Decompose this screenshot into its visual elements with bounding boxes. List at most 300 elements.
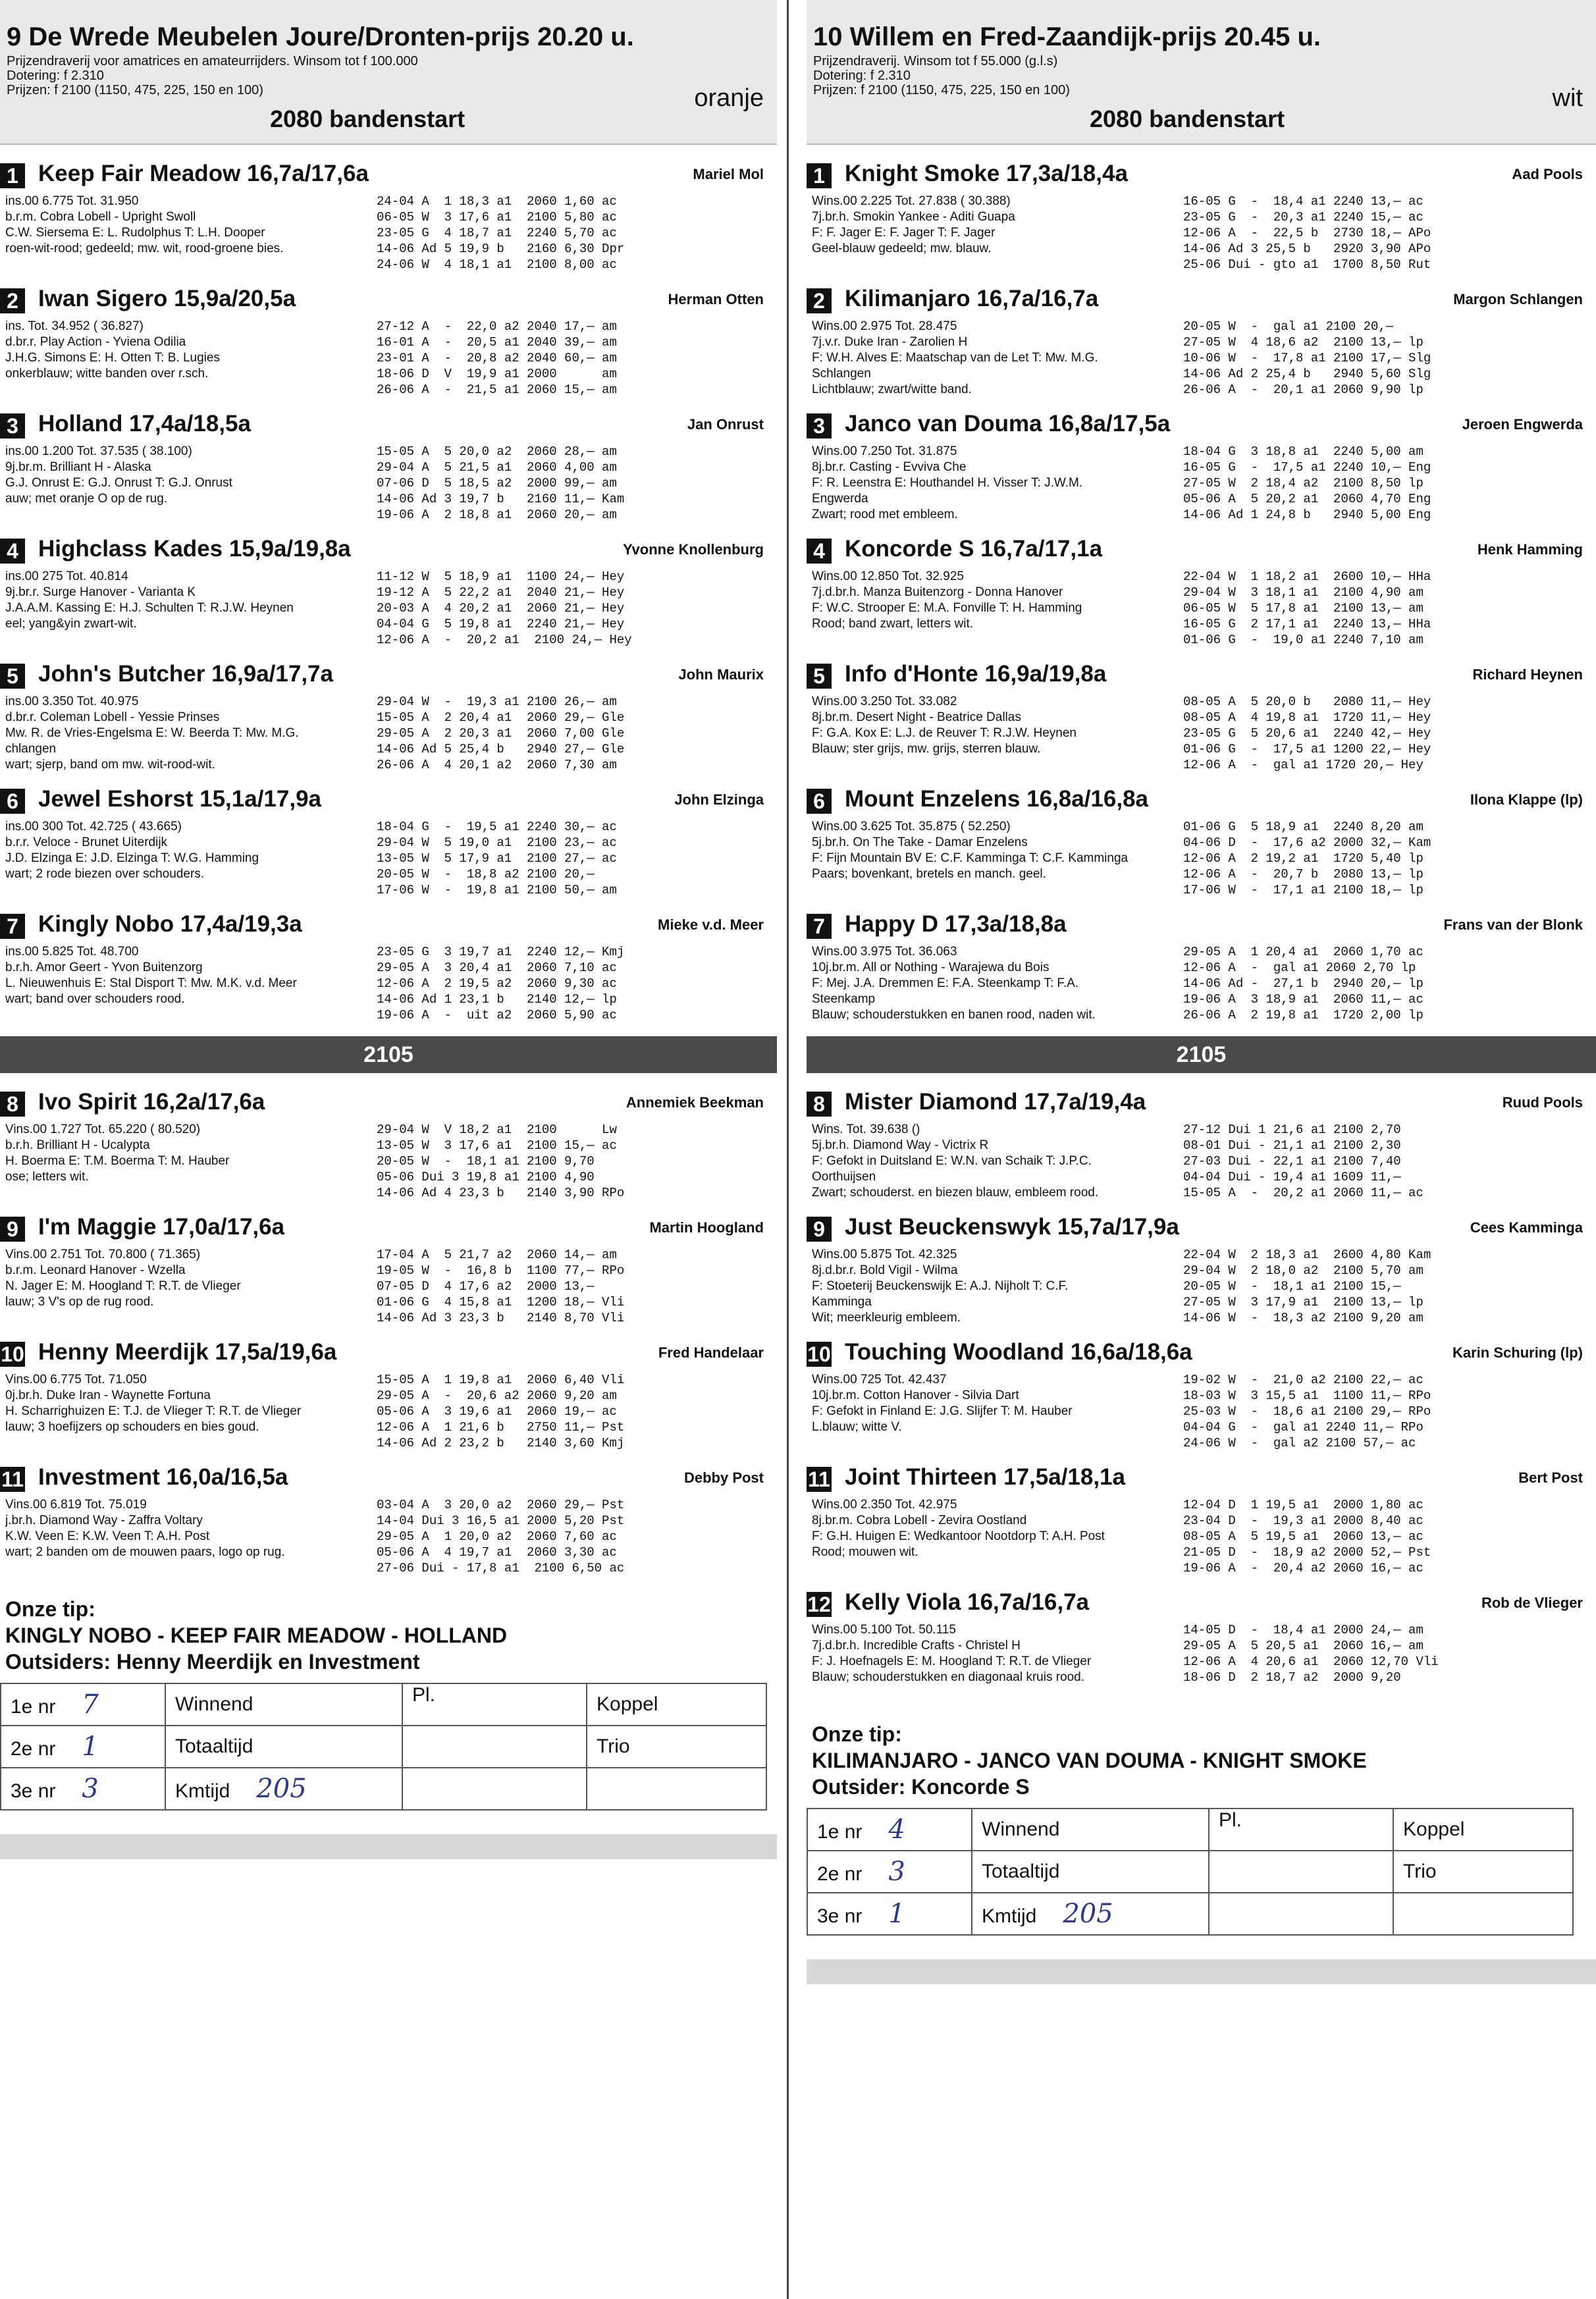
performance-line: 29-05 A 5 20,5 a1 2060 16,— am — [1183, 1639, 1423, 1653]
horse-entry — [0, 1211, 777, 1336]
performance-line: 12-04 D 1 19,5 a1 2000 1,80 ac — [1183, 1498, 1423, 1512]
horse-info-line: d.br.r. Coleman Lobell - Yessie Prinses — [5, 710, 220, 724]
horse-info-line: F: Fijn Mountain BV E: C.F. Kamminga T: C.F. Kamminga — [812, 851, 1129, 865]
performance-line: 20-05 W - 18,1 a1 2100 9,70 — [377, 1154, 595, 1169]
performance-line: 26-06 A 4 20,1 a2 2060 7,30 am — [377, 758, 617, 772]
horse-info-line: Wins.00 2.975 Tot. 28.475 — [812, 319, 957, 333]
horse-info-line: b.r.r. Veloce - Brunet Uiterdijk — [5, 835, 168, 849]
horse-info-line: Schlangen — [812, 367, 871, 381]
horse-info-line: Kamminga — [812, 1295, 872, 1309]
performance-line: 29-05 A 1 20,4 a1 2060 1,70 ac — [1183, 945, 1423, 959]
horse-entry — [807, 783, 1596, 909]
combo-bet-label: Trio — [597, 1735, 630, 1757]
bet-type-label: Totaaltijd — [982, 1861, 1060, 1882]
driver-name: Cees Kamminga — [1470, 1219, 1583, 1236]
performance-line: 29-04 W 3 18,1 a1 2100 4,90 am — [1183, 585, 1423, 600]
horse-entry — [807, 283, 1596, 408]
horse-info-line: 0j.br.h. Duke Iran - Waynette Fortuna — [5, 1388, 211, 1402]
horse-info-line: Engwerda — [812, 492, 868, 506]
horse-info-line: F: Stoeterij Beuckenswijk E: A.J. Nijholt T: C.F. — [812, 1279, 1069, 1293]
horse-info — [5, 1497, 374, 1560]
place-cell[interactable] — [1, 1683, 165, 1726]
performance-line: 12-06 A 2 19,5 a2 2060 9,30 ac — [377, 976, 617, 991]
horse-name: I'm Maggie 17,0a/17,6a — [38, 1214, 285, 1240]
combo-bet-cell[interactable] — [1393, 1893, 1573, 1935]
performance-line: 21-05 D - 18,9 a2 2000 52,— Pst — [1183, 1545, 1431, 1560]
horse-info-line: F: W.H. Alves E: Maatschap van de Let T: Mw. M.G. — [812, 351, 1098, 365]
performance-line: 12-06 A - 20,7 b 2080 13,— lp — [1183, 867, 1423, 882]
horse-info-line: b.r.h. Brilliant H - Ucalypta — [5, 1138, 150, 1152]
horse-entry — [807, 1462, 1596, 1587]
performance-line: 04-04 Dui - 19,4 a1 1609 11,— — [1183, 1170, 1401, 1184]
horse-info-line: J.H.G. Simons E: H. Otten T: B. Lugies — [5, 351, 220, 365]
horse-info-line: F: Gefokt in Duitsland E: W.N. van Schaik T: J.P.C. — [812, 1154, 1092, 1168]
horse-info-line: Vins.00 2.751 Tot. 70.800 ( 71.365) — [5, 1248, 201, 1261]
horse-info-line: Wins.00 5.875 Tot. 42.325 — [812, 1248, 957, 1261]
horse-info-line: J.A.A.M. Kassing E: H.J. Schulten T: R.J.W. Heynen — [5, 601, 294, 615]
horse-name: Ivo Spirit 16,2a/17,6a — [38, 1089, 265, 1115]
performance-line: 18-03 W 3 15,5 a1 1100 11,— RPo — [1183, 1388, 1431, 1403]
tip-selection: KINGLY NOBO - KEEP FAIR MEADOW - HOLLAND — [5, 1624, 508, 1647]
combo-bet-label: Koppel — [597, 1693, 658, 1715]
horse-info-line: auw; met oranje O op de rug. — [5, 492, 168, 506]
entries-list — [0, 158, 777, 1034]
horse-info-line: F: Mej. J.A. Dremmen E: F.A. Steenkamp T: F.A. — [812, 976, 1079, 990]
race-start-type: 2080 bandenstart — [1090, 105, 1285, 132]
driver-name: Aad Pools — [1512, 166, 1583, 182]
horse-info-line: Zwart; rood met embleem. — [812, 508, 958, 521]
race-10-column — [807, 0, 1596, 2299]
horse-entry — [0, 283, 777, 408]
performance-line: 26-06 A - 21,5 a1 2060 15,— am — [377, 383, 617, 397]
horse-info-line: wart; 2 banden om de mouwen paars, logo op rug. — [5, 1545, 285, 1559]
performance-line: 08-05 A 5 20,0 b 2080 11,— Hey — [1183, 695, 1431, 709]
horse-name: Henny Meerdijk 17,5a/19,6a — [38, 1339, 337, 1365]
driver-name: Richard Heynen — [1472, 666, 1583, 683]
place-bet-label: Pl. — [1219, 1809, 1242, 1831]
performance-line: 23-05 G 3 19,7 a1 2240 12,— Kmj — [377, 945, 625, 959]
horse-info-line: H. Scharrighuizen E: T.J. de Vlieger T: R.T. de Vlieger — [5, 1404, 302, 1418]
horse-info-line: 10j.br.m. All or Nothing - Warajewa du Bois — [812, 961, 1050, 974]
performance-line: 29-04 W - 19,3 a1 2100 26,— am — [377, 695, 617, 709]
performance-line: 15-05 A 5 20,0 a2 2060 28,— am — [377, 444, 617, 459]
horse-info-line: ins.00 300 Tot. 42.725 ( 43.665) — [5, 820, 182, 833]
horse-info-line: roen-wit-rood; gedeeld; mw. wit, rood-groene bies. — [5, 242, 284, 255]
performance-line: 18-04 G 3 18,8 a1 2240 5,00 am — [1183, 444, 1423, 459]
race-header — [807, 0, 1596, 145]
combo-bet-cell[interactable] — [1393, 1809, 1573, 1851]
performance-line: 03-04 A 3 20,0 a2 2060 29,— Pst — [377, 1498, 625, 1512]
bet-type-cell[interactable] — [165, 1768, 402, 1810]
horse-info-line: 7j.d.br.h. Manza Buitenzorg - Donna Hanover — [812, 585, 1063, 599]
horse-info-line: 9j.br.r. Surge Hanover - Varianta K — [5, 585, 196, 599]
driver-name: Karin Schuring (lp) — [1452, 1344, 1583, 1361]
bet-type-cell[interactable] — [972, 1809, 1209, 1851]
horse-entry — [807, 408, 1596, 533]
performance-line: 14-06 Ad 1 24,8 b 2940 5,00 Eng — [1183, 508, 1431, 522]
horse-info-line: j.br.h. Diamond Way - Zaffra Voltary — [5, 1514, 203, 1527]
horse-entry — [0, 533, 777, 658]
performance-line: 08-05 A 5 19,5 a1 2060 13,— ac — [1183, 1529, 1423, 1544]
performance-line: 10-06 W - 17,8 a1 2100 17,— Slg — [1183, 351, 1431, 365]
horse-info — [812, 319, 1181, 398]
performance-line: 05-06 Dui 3 19,8 a1 2100 4,90 — [377, 1170, 595, 1184]
performance-lines — [377, 819, 772, 898]
horse-info-line: Wins.00 3.975 Tot. 36.063 — [812, 945, 957, 959]
horse-info-line: 8j.br.m. Desert Night - Beatrice Dallas — [812, 710, 1021, 724]
handwritten-km-time: 205 — [256, 1774, 307, 1804]
tip-label: Onze tip: — [5, 1597, 95, 1621]
performance-line: 22-04 W 1 18,2 a1 2600 10,— HHa — [1183, 569, 1431, 584]
performance-line: 14-06 Ad 2 25,4 b 2940 5,60 Slg — [1183, 367, 1431, 381]
horse-info — [5, 1372, 374, 1435]
horse-info-line: Blauw; schouderstukken en diagonaal kruis rood. — [812, 1670, 1085, 1684]
horse-info-line: d.br.r. Play Action - Yviena Odilia — [5, 335, 186, 349]
performance-line: 08-01 Dui - 21,1 a1 2100 2,30 — [1183, 1138, 1401, 1153]
horse-info-line: ose; letters wit. — [5, 1170, 89, 1184]
performance-lines — [1183, 1122, 1578, 1201]
betting-form — [807, 1808, 1574, 1936]
performance-line: 29-04 W 5 19,0 a1 2100 23,— ac — [377, 835, 617, 850]
horse-info-line: Wins.00 3.625 Tot. 35.875 ( 52.250) — [812, 820, 1011, 833]
horse-info-line: Blauw; schouderstukken en banen rood, naden wit. — [812, 1008, 1096, 1022]
performance-lines — [377, 694, 772, 773]
horse-info-line: b.r.m. Leonard Hanover - Wzella — [5, 1263, 186, 1277]
horse-info-line: ins.00 5.825 Tot. 48.700 — [5, 945, 139, 959]
performance-line: 14-06 Ad - 27,1 b 2940 20,— lp — [1183, 976, 1423, 991]
race-color-label: oranje — [694, 84, 764, 112]
footer-bar — [807, 1959, 1596, 1984]
performance-line: 08-05 A 4 19,8 a1 1720 11,— Hey — [1183, 710, 1431, 725]
performance-line: 19-06 A 3 18,9 a1 2060 11,— ac — [1183, 992, 1423, 1007]
performance-lines — [1183, 1622, 1578, 1685]
horse-info-line: 7j.br.h. Smokin Yankee - Aditi Guapa — [812, 210, 1015, 224]
horse-entry — [0, 158, 777, 283]
combo-bet-cell[interactable] — [1393, 1851, 1573, 1893]
horse-info — [812, 194, 1181, 257]
horse-entry — [0, 783, 777, 909]
horse-info-line: 8j.br.r. Casting - Evviva Che — [812, 460, 967, 474]
bet-type-label: Winnend — [175, 1693, 253, 1715]
horse-entry — [807, 1587, 1596, 1712]
bet-type-label: Totaaltijd — [175, 1735, 253, 1757]
horse-info-line: H. Boerma E: T.M. Boerma T: M. Hauber — [5, 1154, 230, 1168]
performance-line: 16-05 G 2 17,1 a1 2240 13,— HHa — [1183, 617, 1431, 631]
driver-name: Ilona Klappe (lp) — [1470, 791, 1583, 808]
handwritten-number: 7 — [82, 1689, 99, 1720]
horse-info-line: K.W. Veen E: K.W. Veen T: A.H. Post — [5, 1529, 210, 1543]
horse-info-line: Wins.00 3.250 Tot. 33.082 — [812, 695, 957, 708]
performance-lines — [377, 1497, 772, 1576]
horse-info-line: 7j.d.br.h. Incredible Crafts - Christel H — [812, 1639, 1021, 1652]
performance-line: 15-05 A - 20,2 a1 2060 11,— ac — [1183, 1186, 1423, 1200]
horse-info — [812, 944, 1181, 1023]
horse-info-line: Wins.00 5.100 Tot. 50.115 — [812, 1623, 957, 1637]
horse-info-line: F: Gefokt in Finland E: J.G. Slijfer T: M. Hauber — [812, 1404, 1073, 1418]
tip-outsiders: Outsiders: Henny Meerdijk en Investment — [5, 1650, 420, 1674]
place-cell[interactable] — [807, 1809, 972, 1851]
horse-info-line: C.W. Siersema E: L. Rudolphus T: L.H. Dooper — [5, 226, 265, 240]
combo-bet-cell[interactable] — [587, 1683, 766, 1726]
performance-line: 14-06 W - 18,3 a2 2100 9,20 am — [1183, 1311, 1423, 1325]
place-bet-cell[interactable] — [1209, 1809, 1393, 1851]
horse-info-line: b.r.m. Cobra Lobell - Upright Swoll — [5, 210, 196, 224]
race-color-label: wit — [1552, 84, 1583, 112]
place-bet-cell[interactable] — [402, 1768, 587, 1810]
horse-info-line: 10j.br.m. Cotton Hanover - Silvia Dart — [812, 1388, 1019, 1402]
performance-line: 04-06 D - 17,6 a2 2000 32,— Kam — [1183, 835, 1431, 850]
performance-lines — [1183, 944, 1578, 1023]
driver-name: Yvonne Knollenburg — [623, 541, 764, 558]
tip-label: Onze tip: — [812, 1722, 902, 1746]
performance-line: 25-06 Dui - gto a1 1700 8,50 Rut — [1183, 257, 1431, 272]
footer-bar — [0, 1834, 777, 1859]
performance-line: 16-01 A - 20,5 a1 2040 39,— am — [377, 335, 617, 350]
performance-line: 19-06 A - 20,4 a2 2060 16,— ac — [1183, 1561, 1423, 1575]
horse-name: Highclass Kades 15,9a/19,8a — [38, 536, 351, 562]
performance-line: 06-05 W 3 17,6 a1 2100 5,80 ac — [377, 210, 617, 225]
start-number: 9 — [807, 1217, 832, 1242]
horse-info-line: 7j.v.r. Duke Iran - Zarolien H — [812, 335, 968, 349]
performance-line: 01-06 G 4 15,8 a1 1200 18,— Vli — [377, 1295, 625, 1309]
performance-line: 25-03 W - 18,6 a1 2100 29,— RPo — [1183, 1404, 1431, 1419]
place-cell[interactable] — [1, 1726, 165, 1768]
start-number: 7 — [807, 914, 832, 939]
race-info — [7, 54, 418, 97]
performance-line: 20-05 W - 18,1 a1 2100 15,— — [1183, 1279, 1401, 1294]
start-number: 10 — [807, 1342, 831, 1366]
horse-name: Mount Enzelens 16,8a/16,8a — [845, 786, 1149, 812]
handwritten-number: 1 — [82, 1731, 99, 1762]
driver-name: Fred Handelaar — [658, 1344, 764, 1361]
performance-line: 27-03 Dui - 22,1 a1 2100 7,40 — [1183, 1154, 1401, 1169]
start-number: 3 — [807, 413, 832, 438]
horse-info-line: ins.00 275 Tot. 40.814 — [5, 569, 128, 583]
race-start-type: 2080 bandenstart — [270, 105, 466, 132]
driver-name: Annemiek Beekman — [625, 1094, 764, 1111]
betting-form — [0, 1683, 767, 1810]
place-cell[interactable] — [807, 1893, 972, 1935]
combo-bet-cell[interactable] — [587, 1726, 766, 1768]
horse-entry — [807, 909, 1596, 1034]
performance-lines — [377, 569, 772, 648]
horse-info-line: ins.00 3.350 Tot. 40.975 — [5, 695, 139, 708]
horse-info — [5, 569, 374, 632]
performance-line: 19-12 A 5 22,2 a1 2040 21,— Hey — [377, 585, 625, 600]
horse-name: Koncorde S 16,7a/17,1a — [845, 536, 1103, 562]
race-9-column — [0, 0, 777, 2299]
performance-line: 27-05 W 3 17,9 a1 2100 13,— lp — [1183, 1295, 1423, 1309]
horse-info-line: F: G.H. Huigen E: Wedkantoor Nootdorp T: A.H. Post — [812, 1529, 1105, 1543]
start-number: 3 — [0, 413, 25, 438]
place-bet-cell[interactable] — [1209, 1851, 1393, 1893]
horse-name: John's Butcher 16,9a/17,7a — [38, 661, 333, 687]
horse-entry — [0, 1462, 777, 1587]
horse-info — [812, 444, 1181, 523]
performance-lines — [1183, 194, 1578, 273]
performance-line: 29-05 A 2 20,3 a1 2060 7,00 Gle — [377, 726, 625, 741]
race-info-line: Prijzendraverij voor amatrices en amateurrijders. Winsom tot f 100.000 — [7, 54, 418, 68]
performance-line: 29-04 W V 18,2 a1 2100 Lw — [377, 1123, 617, 1137]
performance-line: 14-06 Ad 3 23,3 b 2140 8,70 Vli — [377, 1311, 625, 1325]
horse-info-line: Wins.00 2.225 Tot. 27.838 ( 30.388) — [812, 194, 1011, 208]
performance-line: 19-06 A - uit a2 2060 5,90 ac — [377, 1008, 617, 1022]
performance-line: 18-06 D V 19,9 a1 2000 am — [377, 367, 617, 381]
performance-line: 16-05 G - 17,5 a1 2240 10,— Eng — [1183, 460, 1431, 475]
horse-info-line: wart; 2 rode biezen over schouders. — [5, 867, 205, 881]
horse-info-line: Steenkamp — [812, 992, 876, 1006]
performance-line: 29-05 A - 20,6 a2 2060 9,20 am — [377, 1388, 617, 1403]
horse-info-line: eel; yang&yin zwart-wit. — [5, 617, 137, 631]
performance-line: 19-05 W - 16,8 b 1100 77,— RPo — [377, 1263, 625, 1278]
horse-info-line: G.J. Onrust E: G.J. Onrust T: G.J. Onrust — [5, 476, 232, 490]
performance-lines — [377, 319, 772, 398]
performance-line: 23-05 G - 20,3 a1 2240 15,— ac — [1183, 210, 1423, 225]
horse-info-line: 9j.br.m. Brilliant H - Alaska — [5, 460, 151, 474]
bet-type-cell[interactable] — [972, 1851, 1209, 1893]
horse-info-line: Rood; band zwart, letters wit. — [812, 617, 973, 631]
place-label: 1e nr — [817, 1821, 863, 1843]
performance-line: 19-02 W - 21,0 a2 2100 22,— ac — [1183, 1373, 1423, 1387]
performance-line: 20-03 A 4 20,2 a1 2060 21,— Hey — [377, 601, 625, 616]
performance-lines — [1183, 819, 1578, 898]
horse-info-line: Lichtblauw; zwart/witte band. — [812, 383, 972, 396]
entries-list — [807, 158, 1596, 1034]
performance-line: 29-04 A 5 21,5 a1 2060 4,00 am — [377, 460, 617, 475]
driver-name: Ruud Pools — [1502, 1094, 1583, 1111]
horse-name: Happy D 17,3a/18,8a — [845, 911, 1067, 937]
performance-line: 13-05 W 5 17,9 a1 2100 27,— ac — [377, 851, 617, 866]
horse-info-line: Vins.00 6.819 Tot. 75.019 — [5, 1498, 147, 1512]
performance-line: 06-05 W 5 17,8 a1 2100 13,— am — [1183, 601, 1423, 616]
performance-line: 29-05 A 3 20,4 a1 2060 7,10 ac — [377, 961, 617, 975]
performance-line: 12-06 A - 22,5 b 2730 18,— APo — [1183, 226, 1431, 240]
performance-line: 24-06 W 4 18,1 a1 2100 8,00 ac — [377, 257, 617, 272]
start-number: 10 — [1, 1342, 24, 1366]
performance-line: 20-05 W - 18,8 a2 2100 20,— — [377, 867, 595, 882]
place-cell[interactable] — [1, 1768, 165, 1810]
horse-entry — [807, 658, 1596, 783]
bet-type-cell[interactable] — [972, 1893, 1209, 1935]
horse-name: Jewel Eshorst 15,1a/17,9a — [38, 786, 321, 812]
performance-line: 14-04 Dui 3 16,5 a1 2000 5,20 Pst — [377, 1514, 625, 1528]
horse-info-line: Mw. R. de Vries-Engelsma E: W. Beerda T: Mw. M.G. — [5, 726, 299, 740]
bet-type-cell[interactable] — [165, 1726, 402, 1768]
driver-name: Debby Post — [683, 1469, 764, 1486]
horse-info-line: 5j.br.h. On The Take - Damar Enzelens — [812, 835, 1028, 849]
performance-line: 15-05 A 1 19,8 a1 2060 6,40 Vli — [377, 1373, 625, 1387]
horse-info — [812, 1247, 1181, 1326]
performance-line: 14-06 Ad 5 19,9 b 2160 6,30 Dpr — [377, 242, 625, 256]
horse-info-line: onkerblauw; witte banden over r.sch. — [5, 367, 209, 381]
place-bet-cell[interactable] — [402, 1683, 587, 1726]
performance-line: 26-06 A - 20,1 a1 2060 9,90 lp — [1183, 383, 1423, 397]
start-number: 5 — [0, 664, 25, 689]
start-number: 8 — [0, 1092, 25, 1117]
horse-info — [5, 944, 374, 1007]
horse-entry — [807, 533, 1596, 658]
horse-info-line: F: W.C. Strooper E: M.A. Fonville T: H. Hamming — [812, 601, 1082, 615]
bet-type-label: Kmtijd — [175, 1780, 230, 1802]
driver-name: John Maurix — [678, 666, 764, 683]
performance-lines — [1183, 694, 1578, 773]
performance-lines — [1183, 444, 1578, 523]
horse-name: Iwan Sigero 15,9a/20,5a — [38, 286, 296, 311]
horse-info-line: Zwart; schouderst. en biezen blauw, embleem rood. — [812, 1186, 1099, 1200]
horse-info — [5, 194, 374, 257]
horse-info — [812, 694, 1181, 757]
performance-lines — [377, 194, 772, 273]
handwritten-number: 1 — [888, 1899, 905, 1929]
place-bet-cell[interactable] — [402, 1726, 587, 1768]
combo-bet-cell[interactable] — [587, 1768, 766, 1810]
start-number: 11 — [0, 1467, 25, 1492]
driver-name: Martin Hoogland — [649, 1219, 764, 1236]
horse-info-line: ins.00 1.200 Tot. 37.535 ( 38.100) — [5, 444, 192, 458]
driver-name: Henk Hamming — [1477, 541, 1583, 558]
performance-line: 04-04 G - gal a1 2240 11,— RPo — [1183, 1420, 1423, 1435]
horse-info-line: Wins.00 7.250 Tot. 31.875 — [812, 444, 957, 458]
performance-lines — [377, 944, 772, 1023]
performance-line: 07-06 D 5 18,5 a2 2000 99,— am — [377, 476, 617, 490]
driver-name: Margon Schlangen — [1453, 291, 1583, 307]
horse-info-line: N. Jager E: M. Hoogland T: R.T. de Vlieger — [5, 1279, 241, 1293]
tip-outsiders: Outsider: Koncorde S — [812, 1775, 1030, 1799]
combo-bet-label: Trio — [1403, 1861, 1437, 1882]
driver-name: John Elzinga — [674, 791, 764, 808]
performance-line: 19-06 A 2 18,8 a1 2060 20,— am — [377, 508, 617, 522]
race-info-line: Dotering: f 2.310 — [7, 68, 104, 83]
place-label: 3e nr — [11, 1780, 56, 1802]
place-label: 2e nr — [11, 1738, 56, 1760]
bet-type-cell[interactable] — [165, 1683, 402, 1726]
horse-info-line: 5j.br.h. Diamond Way - Victrix R — [812, 1138, 989, 1152]
performance-lines — [377, 1122, 772, 1201]
start-number: 7 — [0, 914, 25, 939]
horse-info-line: Vins.00 1.727 Tot. 65.220 ( 80.520) — [5, 1123, 201, 1136]
place-cell[interactable] — [807, 1851, 972, 1893]
horse-info-line: Paars; bovenkant, bretels en manch. geel. — [812, 867, 1046, 881]
performance-line: 14-06 Ad 4 23,3 b 2140 3,90 RPo — [377, 1186, 625, 1200]
performance-lines — [1183, 569, 1578, 648]
start-number: 12 — [807, 1593, 831, 1616]
start-number: 1 — [807, 163, 832, 188]
performance-line: 14-06 Ad 3 19,7 b 2160 11,— Kam — [377, 492, 625, 506]
start-number: 9 — [0, 1217, 25, 1242]
horse-info — [5, 1122, 374, 1185]
horse-info-line: F: G.A. Kox E: L.J. de Reuver T: R.J.W. Heynen — [812, 726, 1077, 740]
horse-info-line: 8j.d.br.r. Bold Vigil - Wilma — [812, 1263, 958, 1277]
horse-info-line: Oorthuijsen — [812, 1170, 876, 1184]
horse-entry — [807, 1336, 1596, 1462]
performance-line: 11-12 W 5 18,9 a1 1100 24,— Hey — [377, 569, 625, 584]
entries-list — [807, 1086, 1596, 1712]
performance-line: 23-04 D - 19,3 a1 2000 8,40 ac — [1183, 1514, 1423, 1528]
horse-name: Just Beuckenswyk 15,7a/17,9a — [845, 1214, 1179, 1240]
driver-name: Mieke v.d. Meer — [658, 916, 764, 933]
start-number: 6 — [807, 789, 832, 814]
handwritten-km-time: 205 — [1063, 1899, 1113, 1929]
distance-separator: 2105 — [807, 1036, 1596, 1073]
combo-bet-label: Koppel — [1403, 1818, 1465, 1840]
place-bet-label: Pl. — [412, 1684, 436, 1706]
performance-line: 18-06 D 2 18,7 a2 2000 9,20 — [1183, 1670, 1401, 1685]
place-bet-cell[interactable] — [1209, 1893, 1393, 1935]
horse-info — [812, 819, 1181, 882]
entries-list — [0, 1086, 777, 1587]
tip-selection: KILIMANJARO - JANCO VAN DOUMA - KNIGHT SMOKE — [812, 1749, 1367, 1772]
start-number: 2 — [807, 288, 832, 313]
